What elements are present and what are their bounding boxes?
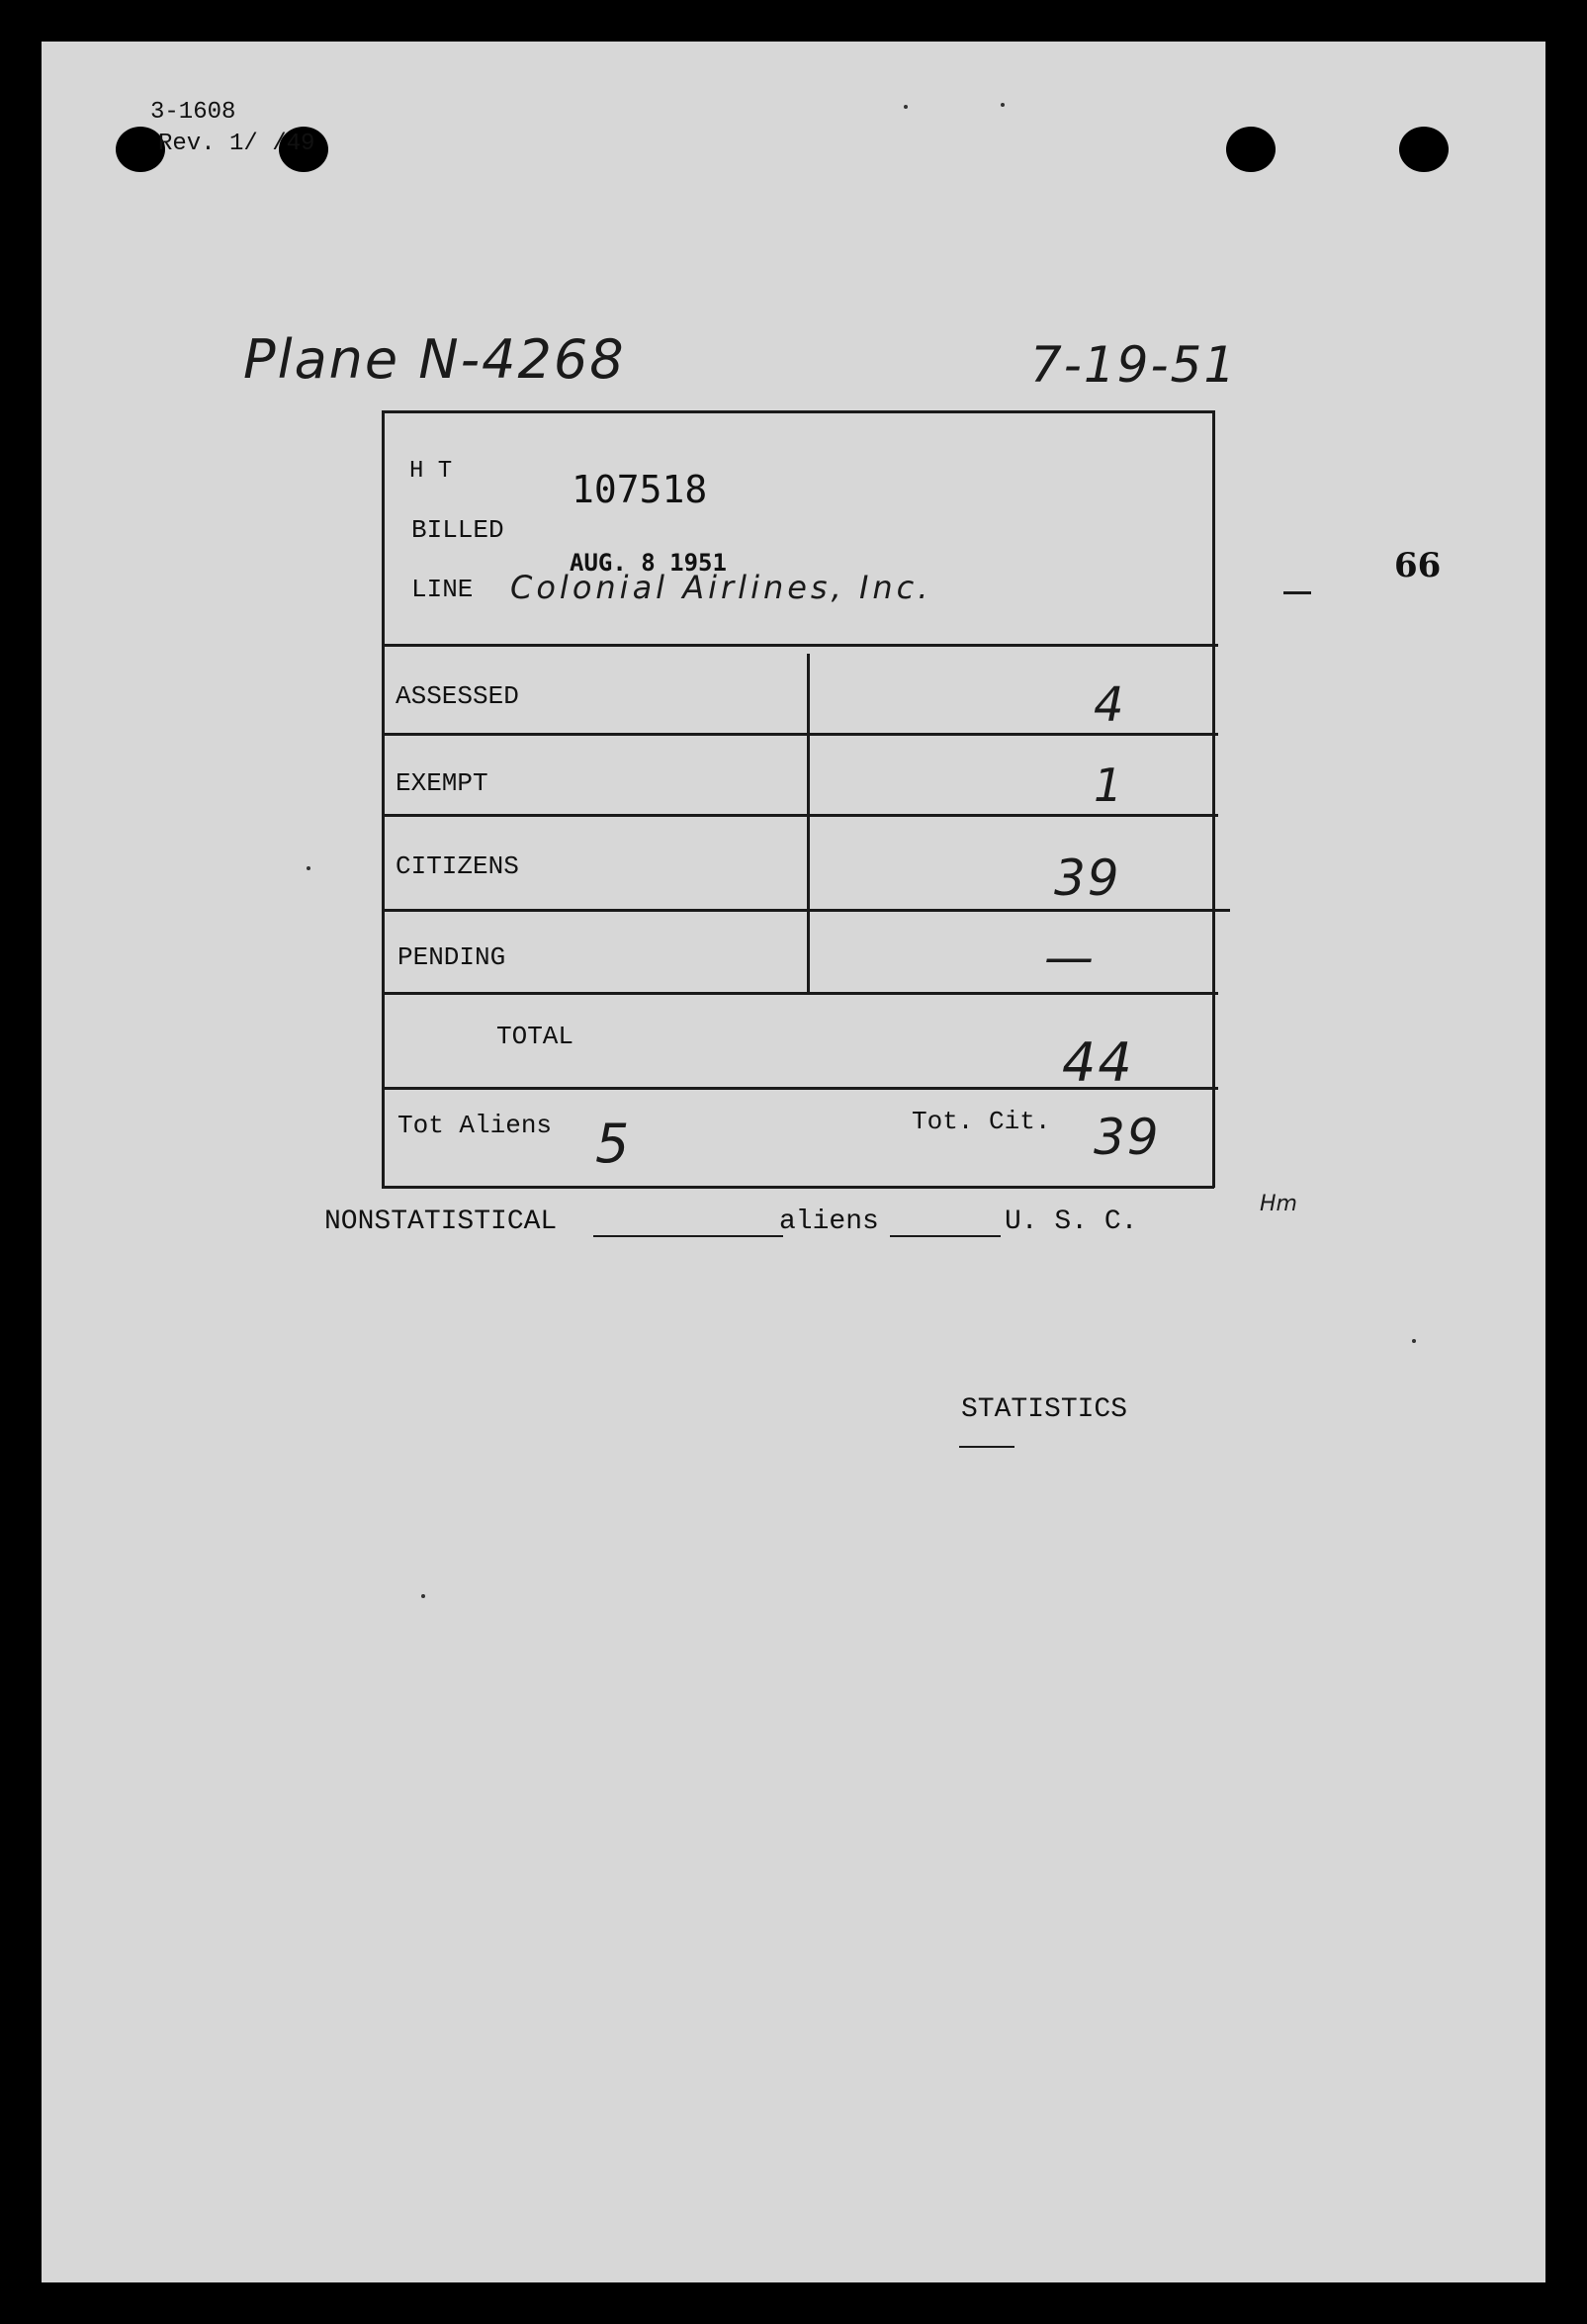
row-label-citizens: CITIZENS <box>396 851 519 881</box>
flight-date: 7-19-51 <box>1030 336 1238 394</box>
aliens-label: aliens <box>779 1207 879 1237</box>
ht-label: H T <box>409 458 453 485</box>
row-value-exempt: 1 <box>1094 759 1125 812</box>
nonstatistical-label: NONSTATISTICAL <box>324 1207 558 1237</box>
manifest-card <box>382 410 1297 1216</box>
row-value-citizens: 39 <box>1054 849 1121 907</box>
speck <box>307 866 310 870</box>
total-label: TOTAL <box>496 1022 574 1051</box>
form-revision: Rev. 1/ /49 <box>158 131 315 157</box>
total-value: 44 <box>1062 1031 1134 1094</box>
billed-stamp: AUG. 8 1951 <box>570 549 727 577</box>
punch-hole <box>1226 127 1276 172</box>
tot-aliens-value: 5 <box>595 1113 632 1175</box>
speck <box>1412 1339 1416 1343</box>
row-value-assessed: 4 <box>1094 677 1126 733</box>
speck <box>1001 103 1005 107</box>
document-sheet <box>42 42 1545 2282</box>
form-number: 3-1608 <box>150 99 236 126</box>
ht-number: 107518 <box>572 468 708 511</box>
tot-cit-value: 39 <box>1094 1109 1161 1166</box>
row-label-assessed: ASSESSED <box>396 681 519 711</box>
nonstatistical-blank <box>593 1235 783 1237</box>
statistics-stamp: STATISTICS <box>961 1394 1128 1425</box>
aliens-blank <box>890 1235 1001 1237</box>
row-label-pending: PENDING <box>397 942 506 972</box>
dash-mark <box>1283 591 1311 594</box>
initials: Hm <box>1260 1192 1297 1216</box>
row-label-exempt: EXEMPT <box>396 768 488 798</box>
speck <box>904 105 908 109</box>
row-value-pending: — <box>1044 929 1096 986</box>
statistics-underline <box>959 1446 1014 1448</box>
line-label: LINE <box>411 575 474 604</box>
line-value: Colonial Airlines, Inc. <box>510 569 932 606</box>
usc-label: U. S. C. <box>1005 1207 1138 1237</box>
punch-hole <box>1399 127 1449 172</box>
speck <box>421 1594 425 1598</box>
plane-number: Plane N-4268 <box>243 328 626 391</box>
billed-label: BILLED <box>411 515 504 545</box>
tot-cit-label: Tot. Cit. <box>912 1107 1051 1136</box>
page-number: 66 <box>1394 546 1442 585</box>
tot-aliens-label: Tot Aliens <box>397 1111 553 1140</box>
